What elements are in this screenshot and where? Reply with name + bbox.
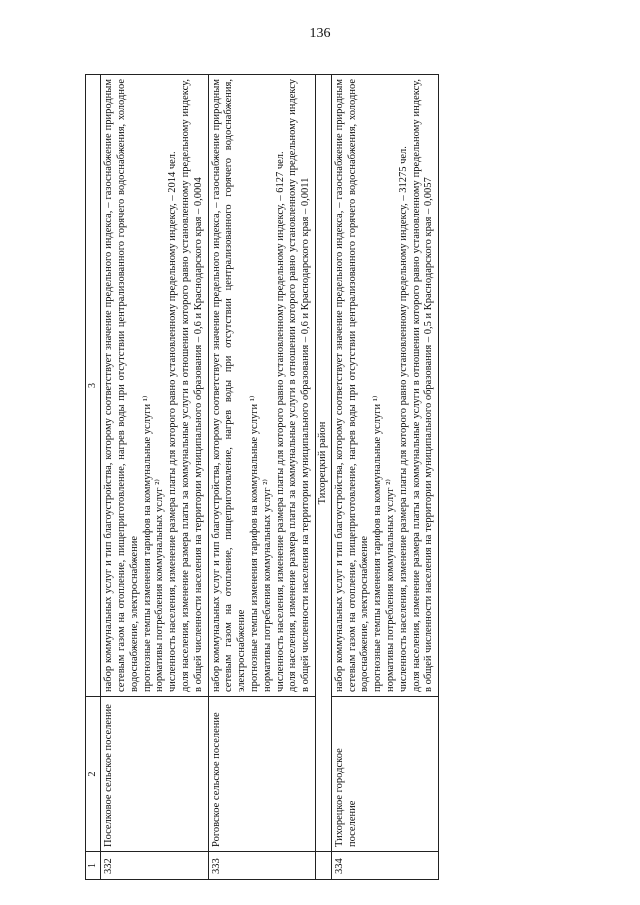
description-line: численность населения, изменение размера платы для которого равно установленному предельному индексу, – 2014 чел. <box>167 151 179 692</box>
header-col-3: 3 <box>86 75 101 697</box>
table-row <box>101 75 208 880</box>
row-number: 334 <box>331 852 438 880</box>
row-number: 332 <box>101 852 208 880</box>
table-header-row <box>86 75 101 880</box>
description-line: численность населения, изменение размера платы для которого равно установленному предельному индексу, – 6127 чел. <box>274 151 286 692</box>
settlement-name: Тихорецкое городское поселение <box>331 697 438 852</box>
description-line: прогнозные темпы изменения тарифов на коммунальные услуги ¹⁾ <box>248 395 260 692</box>
description-line: численность населения, изменение размера платы для которого равно установленному предельному индексу, – 31275 чел. <box>397 146 409 692</box>
description-line: прогнозные темпы изменения тарифов на коммунальные услуги ¹⁾ <box>372 395 384 692</box>
settlement-name: Поселковое сельское поселение <box>101 697 208 852</box>
description-line: прогнозные темпы изменения тарифов на коммунальные услуги ¹⁾ <box>141 395 153 692</box>
description-line: набор коммунальных услуг и тип благоустройства, которому соответствует значение предельного индекса, – газоснабжение природным сетевым газом на отопление, пищеприготовление, нагрев воды при отсутствии централизованного горячего водоснабжения, холодное водоснабжение, электроснабжение <box>333 79 371 692</box>
table-row <box>208 75 315 880</box>
header-col-2: 2 <box>86 697 101 852</box>
description-line: нормативы потребления коммунальных услуг ²⁾ <box>384 479 396 692</box>
description-line: набор коммунальных услуг и тип благоустройства, которому соответствует значение предельного индекса, – газоснабжение природным сетевым газом на отопление, пищеприготовление, нагрев воды при отсутствии централизованного горячего водоснабжения, электроснабжение <box>210 79 248 692</box>
rotated-table-container <box>85 75 610 880</box>
header-col-1: 1 <box>86 852 101 880</box>
row-description <box>101 75 208 697</box>
page-number: 136 <box>309 26 331 41</box>
region-title: Тихорецкий район <box>315 75 331 852</box>
description-line: доля населения, изменение размера платы за коммунальные услуги в отношении которого равно установленному предельному индексу, в общей численности населения на территории муниципального образования – 0,6 и Краснодарского края – 0,0004 <box>179 79 204 692</box>
row-description <box>208 75 315 697</box>
table-row <box>331 75 438 880</box>
region-row-number-cell <box>315 852 331 880</box>
description-line: доля населения, изменение размера платы за коммунальные услуги в отношении которого равно установленному предельному индексу, в общей численности населения на территории муниципального образования – 0,5 и Краснодарского края – 0,0057 <box>410 79 435 692</box>
row-number: 333 <box>208 852 315 880</box>
description-line: нормативы потребления коммунальных услуг ²⁾ <box>154 479 166 692</box>
region-row <box>315 75 331 880</box>
description-line: доля населения, изменение размера платы за коммунальные услуги в отношении которого равно установленному предельному индексу в общей численности населения на территории муниципального образования – 0,6 и Краснодарского края – 0,0011 <box>287 79 312 692</box>
row-description <box>331 75 438 697</box>
utilities-table <box>85 74 439 880</box>
description-line: набор коммунальных услуг и тип благоустройства, которому соответствует значение предельного индекса, – газоснабжение природным сетевым газом на отопление, пищеприготовление, нагрев воды при отсутствии централизованного горячего водоснабжения, холодное водоснабжение, электроснабжение <box>103 79 140 692</box>
settlement-name: Роговское сельское поселение <box>208 697 315 852</box>
description-line: нормативы потребления коммунальных услуг ²⁾ <box>261 479 273 692</box>
